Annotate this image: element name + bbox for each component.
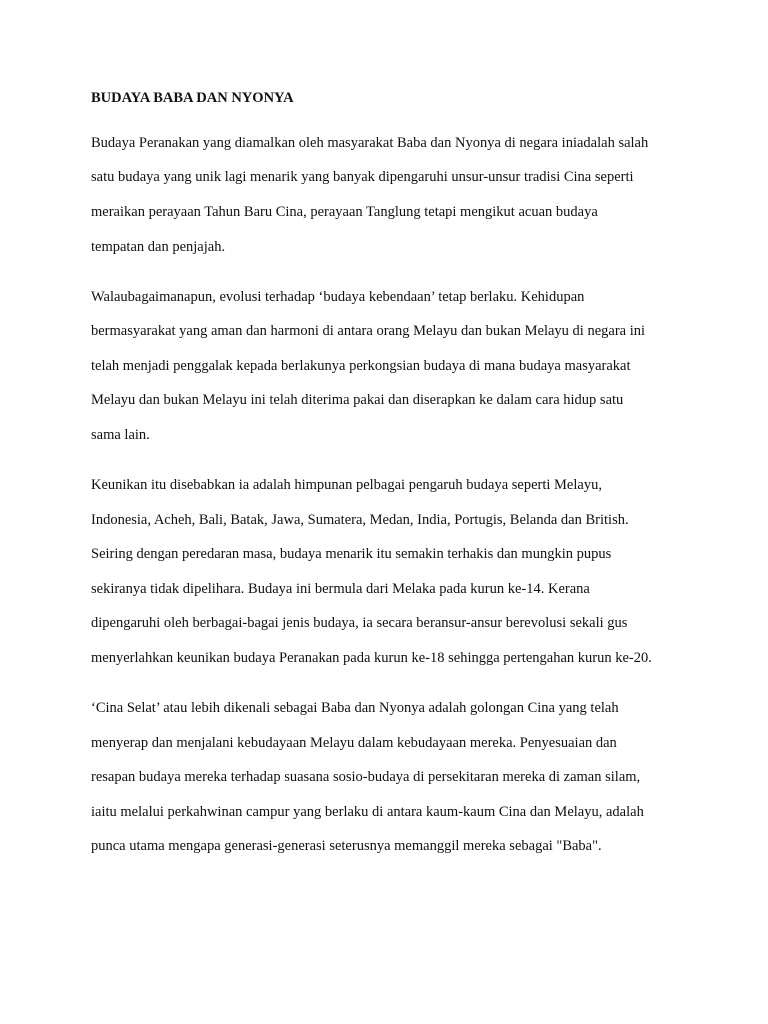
text-line: Melayu dan bukan Melayu ini telah diterima pakai dan diserapkan ke dalam cara hidup satu [91,392,624,408]
text-line: menyerap dan menjalani kebudayaan Melayu dalam kebudayaan mereka. Penyesuaian dan [91,735,617,751]
text-line: Keunikan itu disebabkan ia adalah himpunan pelbagai pengaruh budaya seperti Melayu, [91,477,602,493]
document-title: BUDAYA BABA DAN NYONYA [91,90,294,106]
text-line: iaitu melalui perkahwinan campur yang berlaku di antara kaum-kaum Cina dan Melayu, adalah [91,804,644,820]
text-line: bermasyarakat yang aman dan harmoni di antara orang Melayu dan bukan Melayu di negara ini [91,323,646,339]
text-line: Budaya Peranakan yang diamalkan oleh masyarakat Baba dan Nyonya di negara iniadalah salah [91,135,649,151]
text-line: telah menjadi penggalak kepada berlakunya perkongsian budaya di mana budaya masyarakat [91,358,631,374]
text-line: punca utama mengapa generasi-generasi seterusnya memanggil mereka sebagai "Baba". [91,838,602,854]
text-line: satu budaya yang unik lagi menarik yang banyak dipengaruhi unsur-unsur tradisi Cina seperti [91,169,634,185]
text-line: sekiranya tidak dipelihara. Budaya ini bermula dari Melaka pada kurun ke-14. Kerana [91,581,590,597]
text-line: Walaubagaimanapun, evolusi terhadap ‘budaya kebendaan’ tetap berlaku. Kehidupan [91,289,585,305]
text-line: dipengaruhi oleh berbagai-bagai jenis budaya, ia secara beransur-ansur berevolusi sekali gus [91,615,628,631]
text-line: ‘Cina Selat’ atau lebih dikenali sebagai Baba dan Nyonya adalah golongan Cina yang telah [91,700,619,716]
text-line: sama lain. [91,427,150,443]
text-line: menyerlahkan keunikan budaya Peranakan pada kurun ke-18 sehingga pertengahan kurun ke-20. [91,650,652,666]
text-line: meraikan perayaan Tahun Baru Cina, perayaan Tanglung tetapi mengikut acuan budaya [91,204,598,220]
text-line: tempatan dan penjajah. [91,239,226,255]
text-line: resapan budaya mereka terhadap suasana sosio-budaya di persekitaran mereka di zaman silam, [91,769,641,785]
text-line: Indonesia, Acheh, Bali, Batak, Jawa, Sumatera, Medan, India, Portugis, Belanda dan British. [91,512,629,528]
text-line: Seiring dengan peredaran masa, budaya menarik itu semakin terhakis dan mungkin pupus [91,546,612,562]
